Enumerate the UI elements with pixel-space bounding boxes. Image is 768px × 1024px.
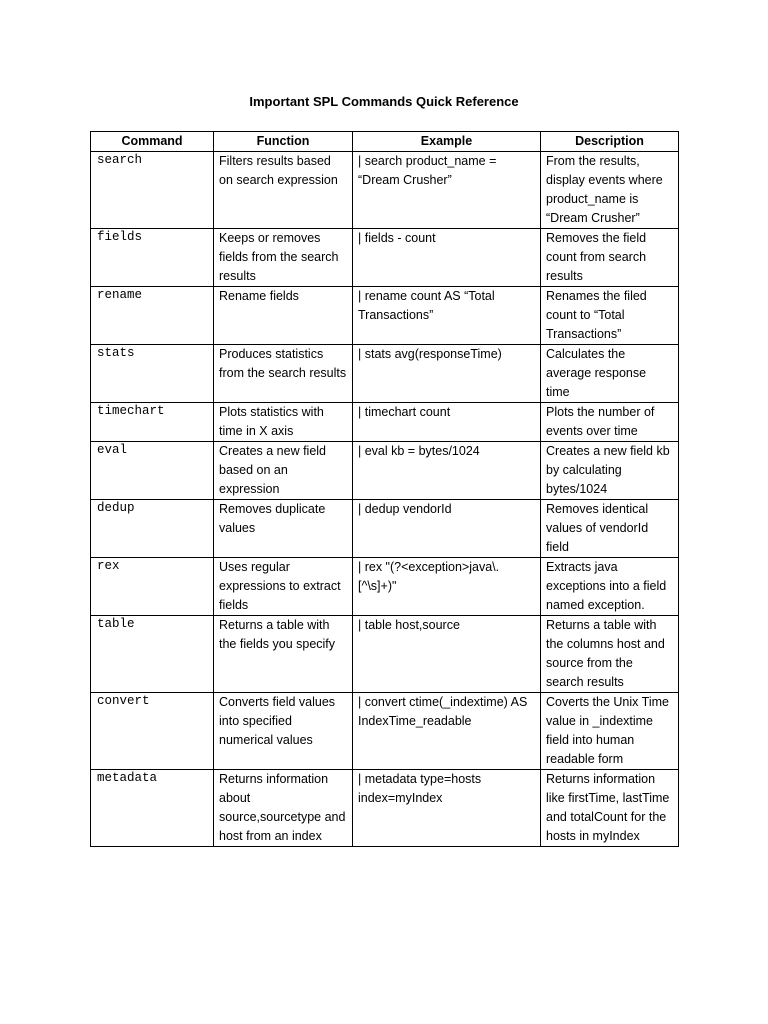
description-cell: Coverts the Unix Time value in _indextime field into human readable form bbox=[541, 693, 679, 770]
function-cell: Plots statistics with time in X axis bbox=[214, 403, 353, 442]
example-cell: | stats avg(responseTime) bbox=[353, 345, 541, 403]
table-row bbox=[91, 500, 679, 558]
function-cell: Keeps or removes fields from the search results bbox=[214, 229, 353, 287]
function-cell: Rename fields bbox=[214, 287, 353, 345]
description-cell: Calculates the average response time bbox=[541, 345, 679, 403]
description-cell: Renames the filed count to “Total Transactions” bbox=[541, 287, 679, 345]
example-cell: | dedup vendorId bbox=[353, 500, 541, 558]
spl-commands-table bbox=[90, 131, 679, 847]
description-cell: Creates a new field kb by calculating bytes/1024 bbox=[541, 442, 679, 500]
example-cell: | metadata type=hosts index=myIndex bbox=[353, 770, 541, 847]
description-cell: Removes the field count from search results bbox=[541, 229, 679, 287]
command-cell: timechart bbox=[91, 403, 214, 442]
example-cell: | fields - count bbox=[353, 229, 541, 287]
function-cell: Produces statistics from the search results bbox=[214, 345, 353, 403]
command-cell: eval bbox=[91, 442, 214, 500]
function-cell: Returns information about source,sourcetype and host from an index bbox=[214, 770, 353, 847]
table-row bbox=[91, 345, 679, 403]
function-cell: Removes duplicate values bbox=[214, 500, 353, 558]
table-row bbox=[91, 616, 679, 693]
description-cell: Returns a table with the columns host and source from the search results bbox=[541, 616, 679, 693]
function-cell: Uses regular expressions to extract fields bbox=[214, 558, 353, 616]
header-command: Command bbox=[91, 132, 214, 152]
table-row bbox=[91, 403, 679, 442]
description-cell: From the results, display events where product_name is “Dream Crusher” bbox=[541, 152, 679, 229]
command-cell: metadata bbox=[91, 770, 214, 847]
description-cell: Plots the number of events over time bbox=[541, 403, 679, 442]
example-cell: | timechart count bbox=[353, 403, 541, 442]
header-description: Description bbox=[541, 132, 679, 152]
table-row bbox=[91, 558, 679, 616]
example-cell: | eval kb = bytes/1024 bbox=[353, 442, 541, 500]
function-cell: Creates a new field based on an expression bbox=[214, 442, 353, 500]
command-cell: search bbox=[91, 152, 214, 229]
example-cell: | search product_name = “Dream Crusher” bbox=[353, 152, 541, 229]
command-cell: convert bbox=[91, 693, 214, 770]
document-title: Important SPL Commands Quick Reference bbox=[249, 94, 519, 109]
command-cell: table bbox=[91, 616, 214, 693]
function-cell: Filters results based on search expression bbox=[214, 152, 353, 229]
table-row bbox=[91, 152, 679, 229]
command-cell: rex bbox=[91, 558, 214, 616]
table-row bbox=[91, 693, 679, 770]
header-example: Example bbox=[353, 132, 541, 152]
description-cell: Removes identical values of vendorId field bbox=[541, 500, 679, 558]
function-cell: Converts field values into specified numerical values bbox=[214, 693, 353, 770]
table-row bbox=[91, 770, 679, 847]
table-row bbox=[91, 442, 679, 500]
command-cell: dedup bbox=[91, 500, 214, 558]
description-cell: Returns information like firstTime, lastTime and totalCount for the hosts in myIndex bbox=[541, 770, 679, 847]
command-cell: stats bbox=[91, 345, 214, 403]
example-cell: | convert ctime(_indextime) AS IndexTime_readable bbox=[353, 693, 541, 770]
table-header-row bbox=[91, 132, 679, 152]
example-cell: | table host,source bbox=[353, 616, 541, 693]
example-cell: | rex "(?<exception>java\.[^\s]+)" bbox=[353, 558, 541, 616]
command-cell: fields bbox=[91, 229, 214, 287]
header-function: Function bbox=[214, 132, 353, 152]
example-cell: | rename count AS “Total Transactions” bbox=[353, 287, 541, 345]
command-cell: rename bbox=[91, 287, 214, 345]
table-row bbox=[91, 229, 679, 287]
table-row bbox=[91, 287, 679, 345]
function-cell: Returns a table with the fields you specify bbox=[214, 616, 353, 693]
description-cell: Extracts java exceptions into a field named exception. bbox=[541, 558, 679, 616]
